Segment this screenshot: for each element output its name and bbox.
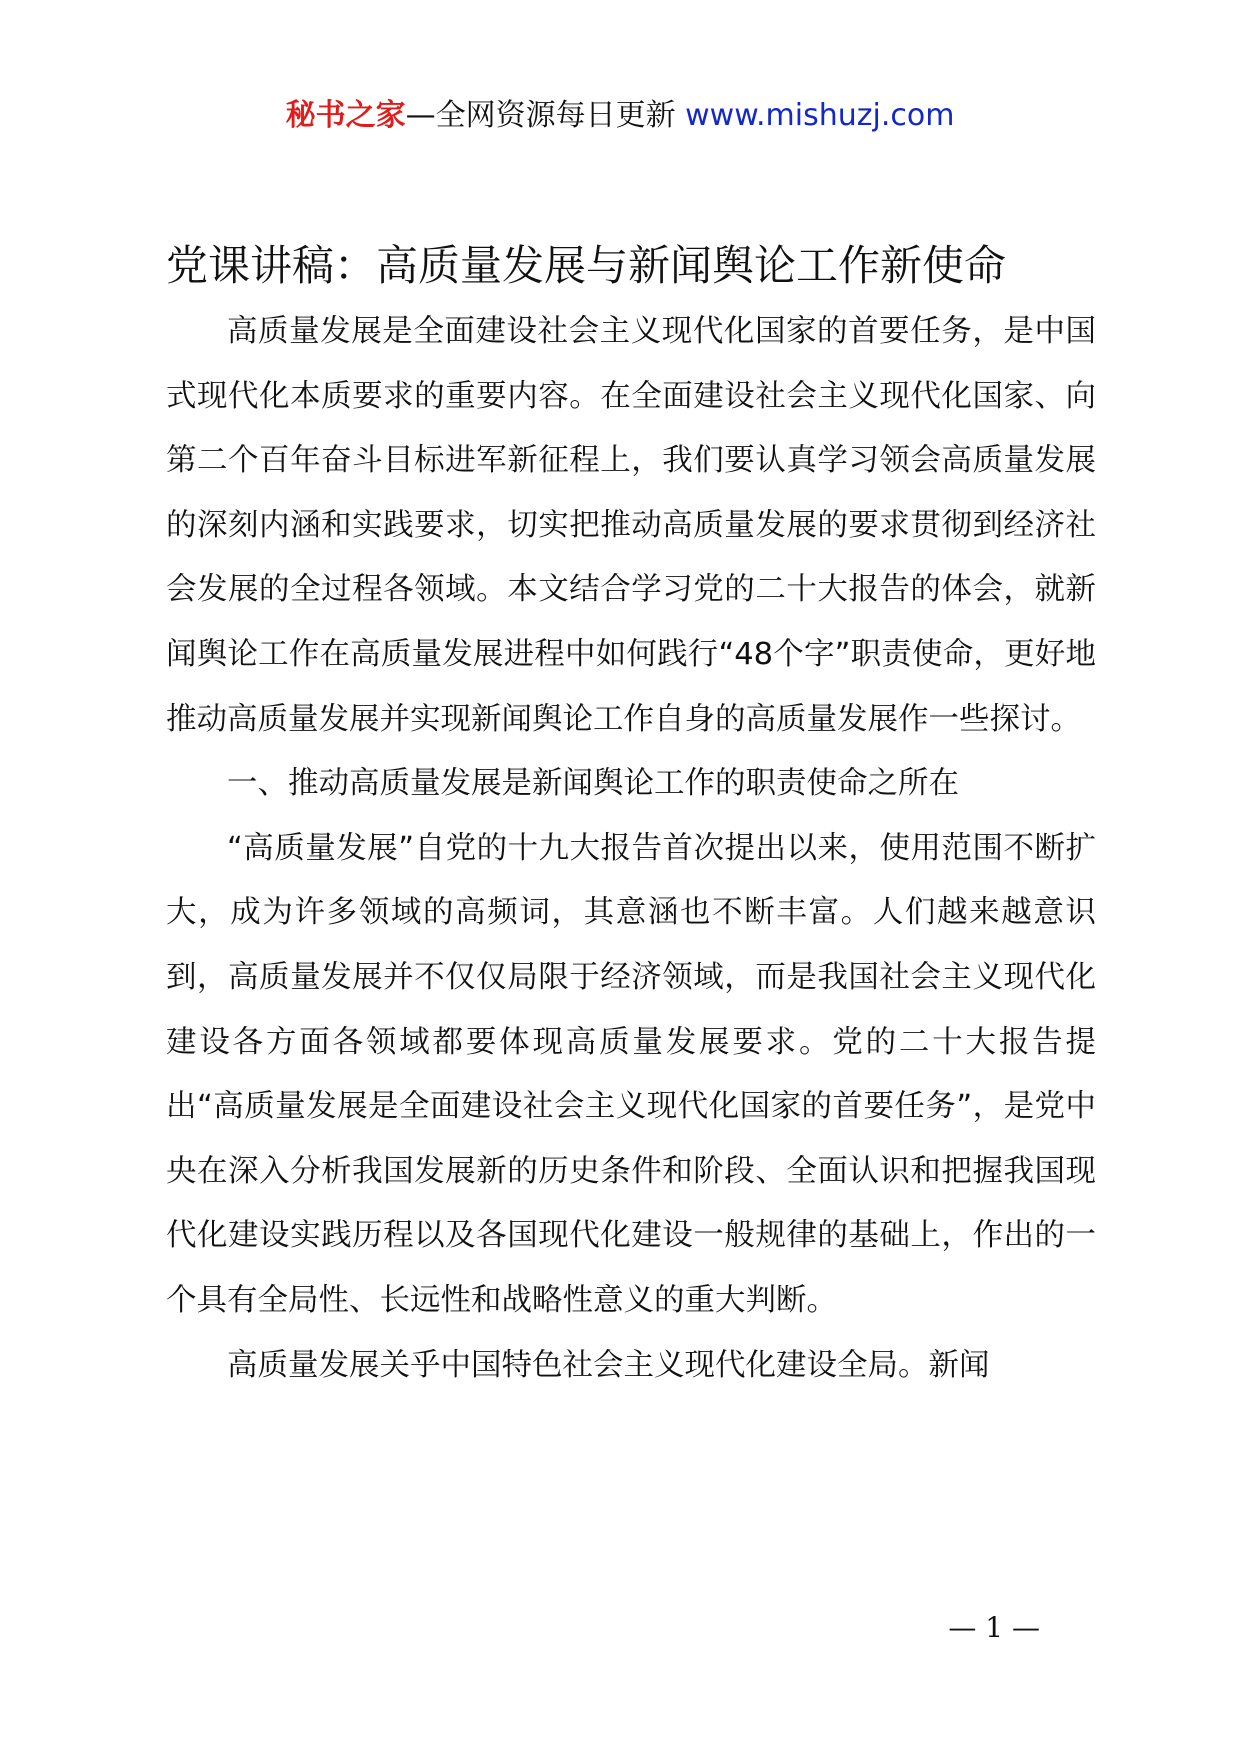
- header-slogan: —全网资源每日更新: [405, 98, 686, 133]
- paragraph-continued: 高质量发展关乎中国特色社会主义现代化建设全局。新闻: [227, 1347, 990, 1383]
- document-title: 党课讲稿：高质量发展与新闻舆论工作新使命: [166, 241, 1007, 290]
- document-body: [166, 300, 1096, 1398]
- website-url-link[interactable]: www.mishuzj.com: [685, 98, 955, 133]
- paragraph-section-1: “高质量发展”自党的十九大报告首次提出以来，使用范围不断扩大，成为许多领域的高频词，其意涵也不断丰富。人们越来越意识到，高质量发展并不仅仅局限于经济领域，而是我国社会主义现代化建设各方面各领域都要体现高质量发展要求。党的二十大报告提出“高质量发展是全面建设社会主义现代化国家的首要任务”，是党中央在深入分析我国发展新的历史条件和阶段、全面认识和把握我国现代化建设实践历程以及各国现代化建设一般规律的基础上，作出的一个具有全局性、长远性和战略性意义的重大判断。: [166, 830, 1096, 1318]
- brand-name: 秘书之家: [285, 98, 406, 133]
- page-number: — 1 —: [948, 1611, 1040, 1644]
- section-heading-1: 一、推动高质量发展是新闻舆论工作的职责使命之所在: [227, 766, 959, 802]
- site-header-banner: [0, 96, 1240, 136]
- paragraph-intro: 高质量发展是全面建设社会主义现代化国家的首要任务，是中国式现代化本质要求的重要内容。在全面建设社会主义现代化国家、向第二个百年奋斗目标进军新征程上，我们要认真学习领会高质量发展的深刻内涵和实践要求，切实把推动高质量发展的要求贯彻到经济社会发展的全过程各领域。本文结合学习党的二十大报告的体会，就新闻舆论工作在高质量发展进程中如何践行“48个字”职责使命，更好地推动高质量发展并实现新闻舆论工作自身的高质量发展作一些探讨。: [166, 314, 1096, 737]
